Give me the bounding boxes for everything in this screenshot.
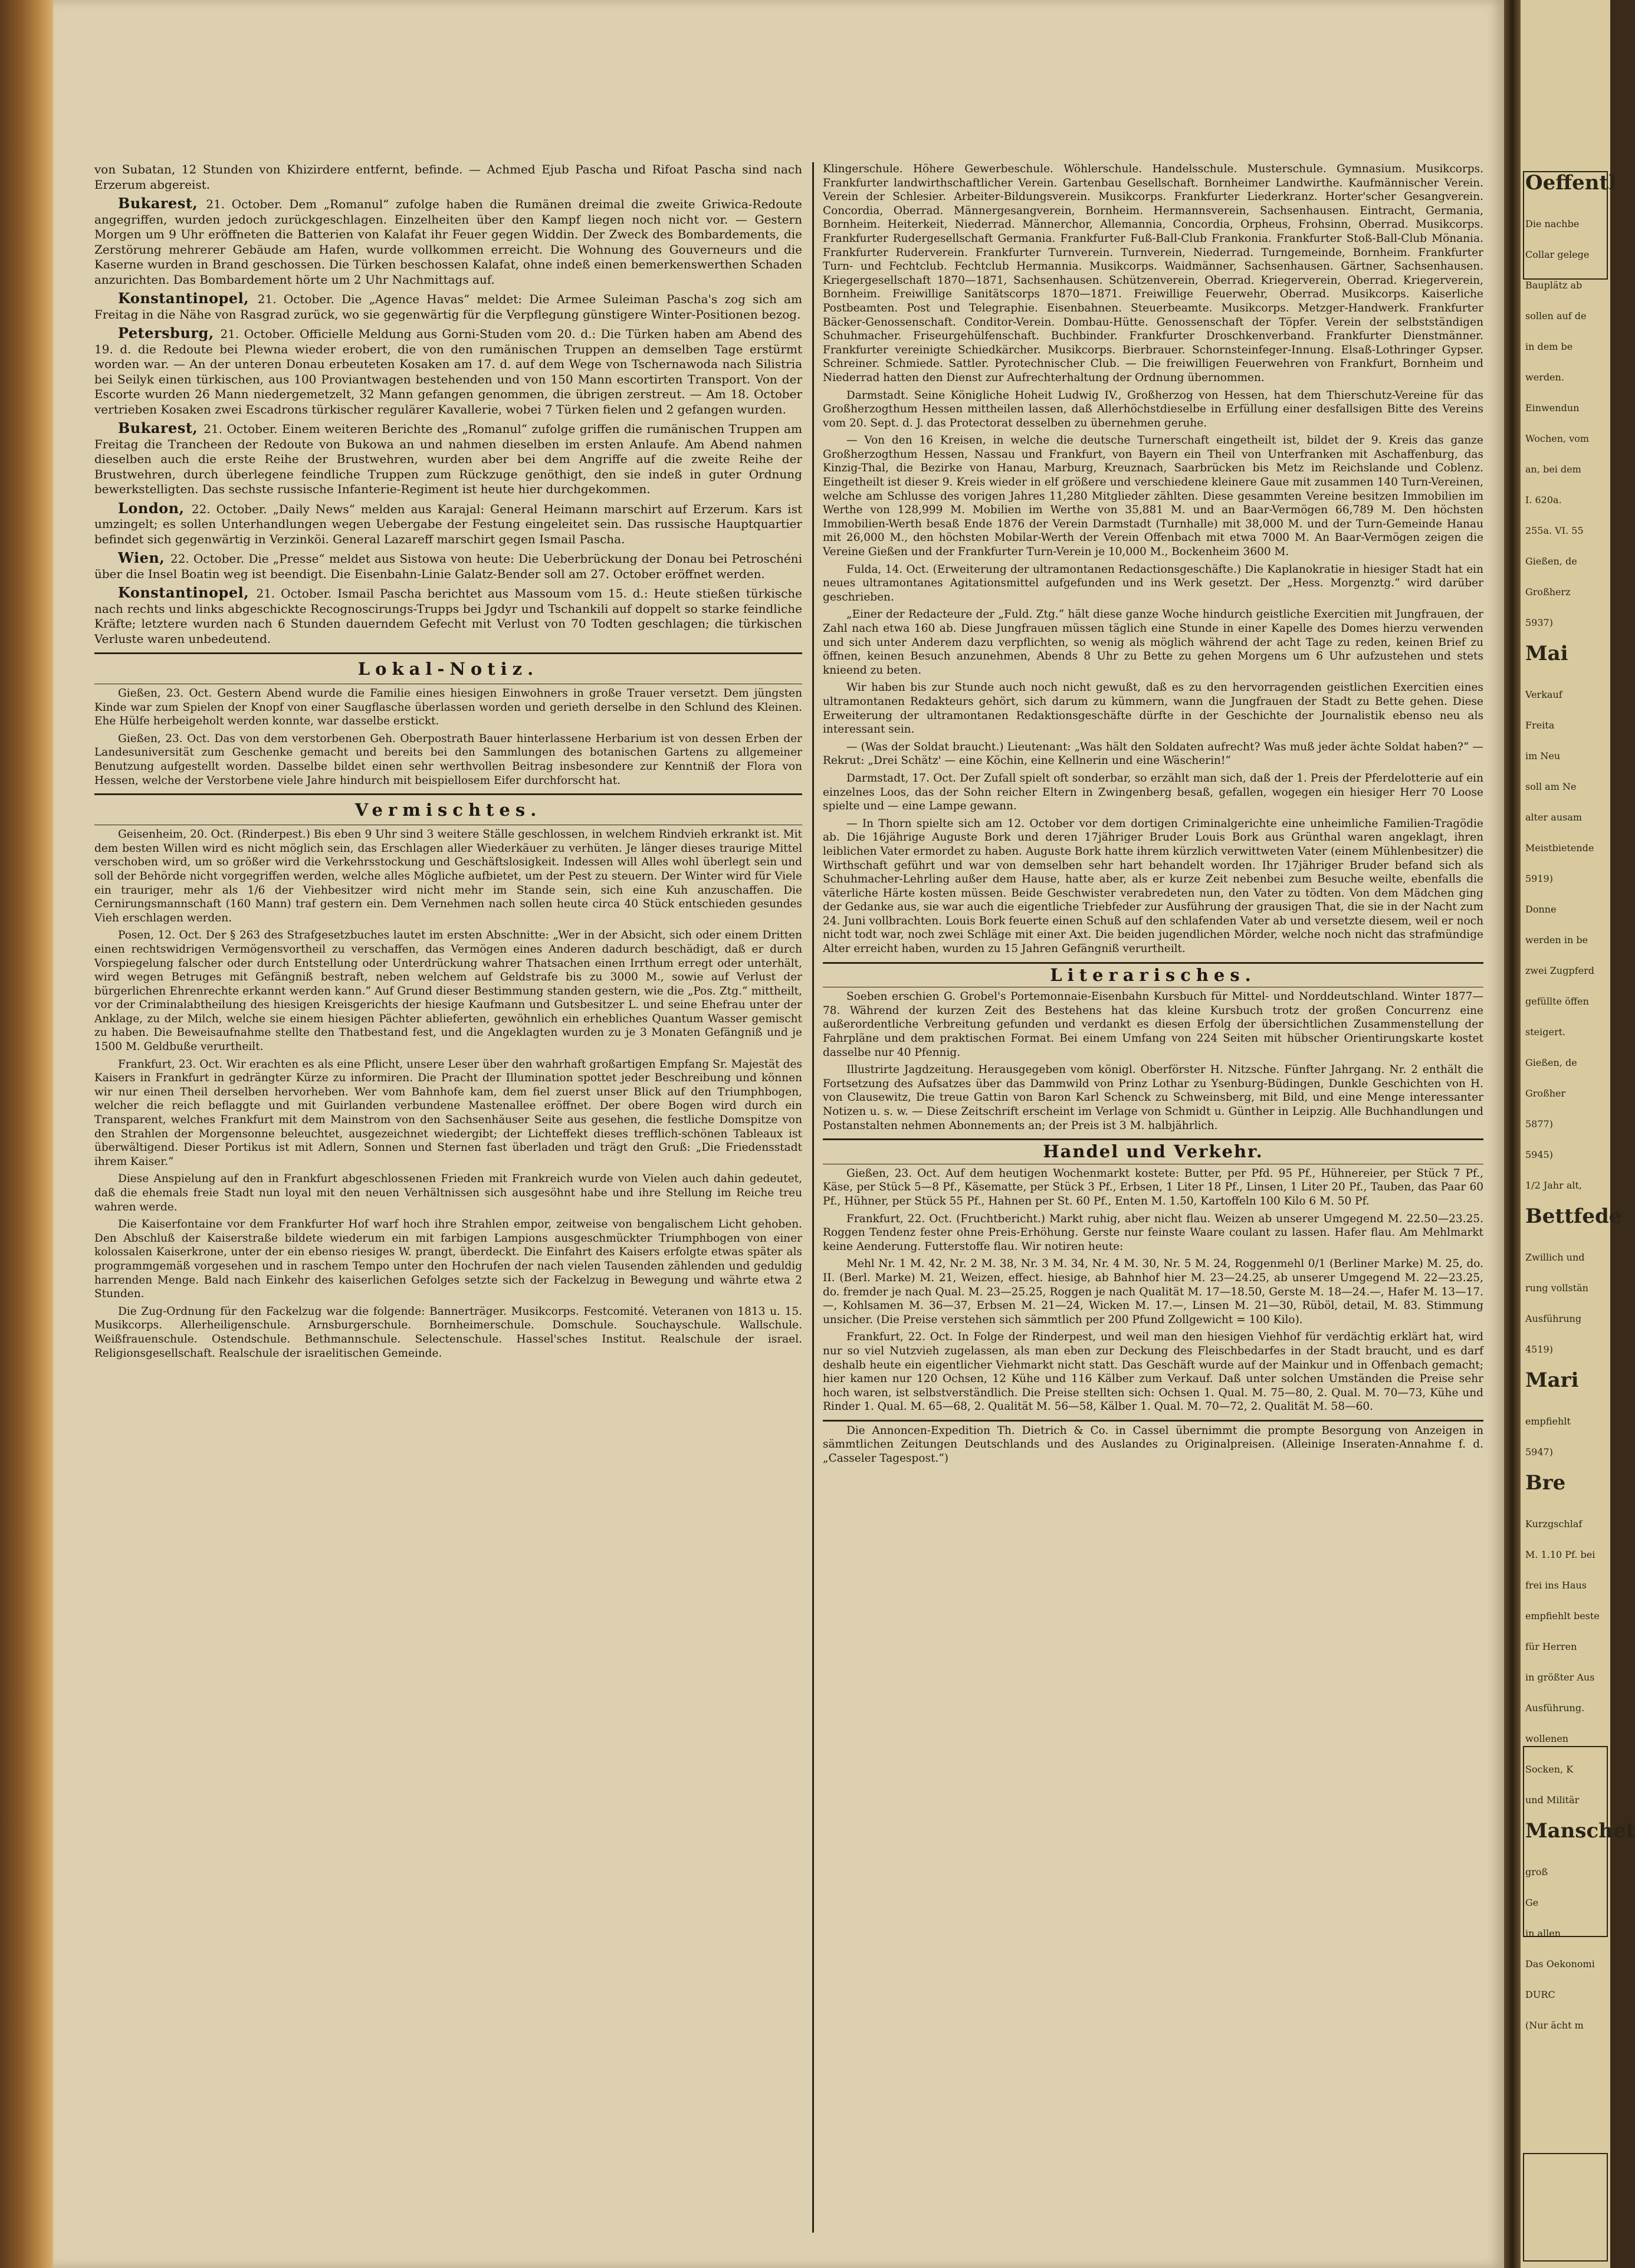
article-dateline: Konstantinopel, (118, 584, 257, 601)
fragment-text: steigert. (1525, 1026, 1566, 1038)
column-divider (812, 162, 814, 2233)
book-binding-edge (0, 0, 53, 2268)
fragment-text: Wochen, vom (1525, 433, 1590, 444)
fragment-text: in allen (1525, 1928, 1561, 1939)
market-report: Mehl Nr. 1 M. 42, Nr. 2 M. 38, Nr. 3 M. 34, Nr. 4 M. 30, Nr. 5 M. 24, Roggenmehl 0/1 (Berliner Marke) M. 25, do. II. (Berl. Marke) M. 21, Weizen, effect. hiesige, ab Bahnhof hier M. 23—24.25, ab unserer Umgegend M. 22—23.25, do. fremder je nach Qual. M. 23—25.25, Roggen je nach Qualität M. 17—18.50, Gerste M. 18—24.—, Hafer M. 13—17.—, Kohlsamen M. 36—37, Erbsen M. 21—24, Wicken M. 17.—, Linsen M. 21—30, Rüböl, detail, M. 83. Stimmung unsicher. (Die Preise verstehen sich sämmtlich per 200 Pfund Zollgewicht = 100 Kilo). (823, 1258, 1483, 1326)
article-dateline: London, (118, 499, 192, 517)
news-paragraph: Wir haben bis zur Stunde auch noch nicht gewußt, daß es zu den hervorragenden geistlichen Exercitien eines ultramontanen Redakteurs gehört, sich darum zu kümmern, wann die Jungfrauen der Stadt zu Bette gehen. Diese Erweiterung der ultramontanen Redaktionsgeschäfte dürfte in der Geschichte der Journalistik ebenso neu als interessant sein. (823, 681, 1483, 736)
article-dateline: Konstantinopel, (118, 290, 258, 307)
fragment-text: Ausführung (1525, 1313, 1582, 1324)
fragment-text: Socken, K (1525, 1764, 1574, 1775)
news-article (94, 291, 802, 322)
fragment-text: an, bei dem (1525, 464, 1581, 475)
fragment-text: Donne (1525, 904, 1557, 915)
section-rule (823, 1138, 1483, 1140)
fragment-text: in größter Aus (1525, 1672, 1595, 1683)
fragment-text: Mai (1525, 642, 1568, 665)
fragment-text: Verkauf (1525, 689, 1562, 700)
market-report: Frankfurt, 22. Oct. In Folge der Rinderpest, und weil man den hiesigen Viehhof für verdächtig erklärt hat, wird nur so viel Nutzvieh zugelassen, als man eben zur Deckung des Fleischbedarfes in der Stadt braucht, und es darf deshalb heute ein eigentlicher Viehmarkt nicht statt. Das Geschäft wurde auf der Mainkur und in Offenbach gemacht; hier kamen nur 120 Ochsen, 12 Kühe und 116 Kälber zum Verkauf. Daß unter solchen Umständen die Preise sehr hoch waren, ist selbstverständlich. Die Preise stellten sich: Ochsen 1. Qual. M. 75—80, 2. Qual. M. 70—73, Kühe und Rinder 1. Qual. M. 65—68, 2. Qualität M. 56—58, Kälber 1. Qual. M. 70—72, 2. Qualität M. 58—60. (823, 1331, 1483, 1413)
section-rule (823, 1420, 1483, 1422)
market-report: Frankfurt, 22. Oct. (Fruchtbericht.) Markt ruhig, aber nicht flau. Weizen ab unserer Umgegend M. 22.50—23.25. Roggen Tendenz fester ohne Preis-Erhöhung. Gerste nur feinste Waare coulant zu lassen. Hafer flau. Am Mehlmarkt keine Aenderung. Futterstoffe flau. Wir notiren heute: (823, 1212, 1483, 1253)
article-text: 22. October. „Daily News“ melden aus Karajal: General Heimann marschirt auf Erzerum. Kars ist umzingelt; es sollen Unterhandlungen wegen Uebergabe der Festung eingeleitet sein. Das russische Hauptquartier befindet sich gegenwärtig in Verzinköi. General Lazareff marschirt gegen Ismail Pascha. (94, 501, 802, 546)
fragment-text: groß (1525, 1866, 1548, 1878)
news-paragraphs (823, 389, 1483, 956)
lokal-item: Gießen, 23. Oct. Gestern Abend wurde die Familie eines hiesigen Einwohners in große Trauer versetzt. Dem jüngsten Kinde war zum Spielen der Knopf von einer Saugflasche überlassen worden und gerieth derselbe in den Schlund des Kleinen. Ehe Hülfe herbeigeholt werden konnte, war dasselbe erstickt. (94, 687, 802, 728)
ad-box-border (1523, 2153, 1608, 2262)
article-text: 21. October. Officielle Meldung aus Gorni-Studen vom 20. d.: Die Türken haben am Abend des 19. d. die Redoute bei Plewna wieder erobert, die von den rumänischen Truppen an demselben Tage erstürmt worden war. — An der unteren Donau erbeuteten Kosaken am 17. d. auf dem Wege von Tschernawoda nach Silistria bei Seilyk einen türkischen, aus 100 Proviantwagen bestehenden und von 150 Mann escortirten Transport. Von der Escorte wurden 26 Mann niedergemetzelt, 32 Mann gefangen genommen, die übrigen zerstreut. — Am 18. October vertrieben Kosaken zwei Escadrons türkischer regulärer Kavallerie, wobei 7 Türken fielen und 2 gefangen wurden. (94, 327, 802, 416)
fragment-text: (Nur ächt m (1525, 2020, 1584, 2031)
literary-item: Soeben erschien G. Grobel's Portemonnaie-Eisenbahn Kursbuch für Mittel- und Norddeutschland. Winter 1877—78. Während der kurzen Zeit des Bestehens hat das kleine Kursbuch trotz der großen Concurrenz eine außerordentliche Verbreitung gefunden und verdankt es diesen Erfolg der übersichtlichen Zusammenstellung der Fahrpläne und dem praktischen Format. Bei einem Umfang von 224 Seiten mit hübscher Orientirungskarte kostet dasselbe nur 40 Pfennig. (823, 990, 1483, 1059)
section-rule (823, 962, 1483, 964)
news-article (94, 421, 802, 497)
literarisches-heading: Literarisches. (1050, 964, 1256, 985)
fragment-text: frei ins Haus (1525, 1580, 1587, 1591)
fragment-text: Freita (1525, 720, 1555, 731)
fragment-text: im Neu (1525, 750, 1561, 762)
section-rule (94, 793, 802, 795)
fragment-text: 4519) (1525, 1344, 1553, 1355)
fragment-text: Manschet (1525, 1819, 1635, 1843)
news-paragraph: Darmstadt. Seine Königliche Hoheit Ludwig IV., Großherzog von Hessen, hat dem Thierschutz-Vereine für das Großherzogthum Hessen mittheilen lassen, daß Allerhöchstdieselbe in Erfüllung einer desfallsigen Bitte des Vereins vom 20. Sept. d. J. das Protectorat desselben zu übernehmen geruhe. (823, 389, 1483, 429)
article-dateline: Wien, (118, 549, 170, 566)
fragment-text: 5937) (1525, 617, 1553, 628)
lokal-item: Gießen, 23. Oct. Das von dem verstorbenen Geh. Oberpostrath Bauer hinterlassene Herbarium ist von dessen Erben der Landesuniversität zum Geschenke gemacht und bereits bei den Sammlungen des botanischen Gartens zu allgemeiner Benutzung aufgestellt worden. Dasselbe bildet einen sehr werthvollen Beitrag insbesondere zur Kenntniß der Flora von Hessen, welche der Verstorbene viele Jahre hindurch mit beispiellosem Eifer durchforscht hat. (94, 732, 802, 787)
vermischtes-item: Die Kaiserfontaine vor dem Frankfurter Hof warf hoch ihre Strahlen empor, zeitweise von bengalischem Licht gehoben. Den Abschluß der Kaiserstraße bildete wiederum ein mit farbigen Lampions ausgeschmückter Triumphbogen von einer kolossalen Kaiserkrone, unter der ein ebenso riesiges W. prangt, überdeckt. Die Einfahrt des Kaisers erfolgte etwas später als programmgemäß vorgesehen und in raschem Tempo unter den Hochrufen der nach vielen Tausenden zählenden und geduldig harrenden Menge. Bald nach Einkehr des kaiserlichen Gefolges setzte sich der Fackelzug in Bewegung und währte etwa 2 Stunden. (94, 1218, 802, 1301)
fragment-text: und Militär (1525, 1794, 1580, 1806)
fragment-text: Kurzgschlaf (1525, 1518, 1583, 1529)
fragment-text: Einwendun (1525, 402, 1580, 413)
fragment-text: Zwillich und (1525, 1252, 1585, 1263)
fragment-text: 255a. VI. 55 (1525, 525, 1584, 536)
fragment-text: Das Oekonomi (1525, 1958, 1595, 1970)
fragment-text: Die nachbe (1525, 218, 1580, 229)
fragment-text: zwei Zugpferd (1525, 965, 1594, 976)
news-paragraph: „Einer der Redacteure der „Fuld. Ztg.“ hält diese ganze Woche hindurch geistliche Exercitien mit Jungfrauen, der Zahl nach etwa 160 ab. Diese Jungfrauen müssen täglich eine Stunde in einer Kapelle des Domes hierzu verwenden und sich unter Anderem dazu verpflichten, so wenig als möglich während der acht Tage zu reden, keinen Brief zu öffnen, keinen Besuch anzunehmen, Abends 8 Uhr zu Bette zu gehen Morgens um 6 Uhr aufzustehen und stets knieend zu beten. (823, 608, 1483, 677)
parade-order-continued: Klingerschule. Höhere Gewerbeschule. Wöhlerschule. Handelsschule. Musterschule. Gymnasium. Musikcorps. Frankfurter landwirthschaftlicher Verein. Gartenbau Gesellschaft. Bornheimer Landwirthe. Kaufmännischer Verein. Verein der Schlesier. Arbeiter-Bildungsverein. Musikcorps. Frankfurter Liederkranz. Horter'scher Gesangverein. Concordia, Oberrad. Männergesangverein, Bornheim. Hermannsverein, Sachsenhausen. Eintracht, Germania, Bornheim. Heiterkeit, Niederrad. Männerchor, Allemannia, Concordia, Orpheus, Frohsinn, Oberrad. Musikcorps. Frankfurter Rudergesellschaft Germania. Frankfurter Fuß-Ball-Club Frankonia. Frankfurter Stoß-Ball-Club Mönania. Frankfurter Ruderverein. Frankfurter Turnverein. Turnverein, Niederrad. Turngemeinde, Bornheim. Frankfurter Turn- und Fechtclub. Fechtclub Hermannia. Musikcorps. Waidmänner, Sachsenhausen. Gärtner, Sachsenhausen. Kriegergesellschaft 1870—1871, Sachsenhausen. Schützenverein, Oberrad. Kriegerverein, Oberrad. Kriegerverein, Bornheim. Freiwillige Sanitätscorps 1870—1871. Freiwillige Feuerwehr, Oberrad. Musikcorps. Kaiserliche Postbeamten. Post und Telegraphie. Eisenbahnen. Steuerbeamte. Musikcorps. Metzger-Handwerk. Frankfurter Bäcker-Genossenschaft. Conditor-Verein. Dombau-Hütte. Genossenschaft der Töpfer. Verein der selbstständigen Schuhmacher. Friseurgehülfenschaft. Buchbinder. Frankfurter Droschkenverband. Frankfurter Dienstmänner. Frankfurter vereinigte Schiedkärcher. Musikcorps. Bierbrauer. Schornsteinfeger-Innung. Elsaß-Lothringer Gypser. Schreiner. Schmiede. Sattler. Pyrotechnischer Club. — Die freiwilligen Feuerwehren von Frankfurt, Bornheim und Niederrad hatten den Dienst zur Aufrechterhaltung der Ordnung übernommen. (823, 163, 1483, 384)
fragment-text: werden in be (1525, 934, 1588, 946)
vermischtes-section (94, 828, 802, 1360)
fragment-text: 5877) (1525, 1118, 1553, 1130)
fragment-text: 5919) (1525, 873, 1553, 884)
fragment-text: für Herren (1525, 1641, 1577, 1652)
news-paragraph: — Von den 16 Kreisen, in welche die deutsche Turnerschaft eingetheilt ist, bildet der 9. Kreis das ganze Großherzogthum Hessen, Nassau und Frankfurt, von Bayern ein Theil von Unterfranken mit Aschaffenburg, das Kinzig-Thal, die Bezirke von Hanau, Marburg, Kreuznach, Saarbrücken bis Metz im Reichslande und Coblenz. Eingetheilt ist dieser 9. Kreis wieder in elf größere und verschiedene kleinere Gaue mit zusammen 140 Turn-Vereinen, welche am Schlusse des vorigen Jahres 11,280 Mitglieder zählten. Diese gesammten Vereine besitzen Immobilien im Werthe von 128,999 M. Mobilien im Werthe von 35,881 M. und an Baar-Vermögen 66,789 M. Den höchsten Immobilien-Werth besaß Ende 1876 der Verein Darmstadt (Turnhalle) mit 38,000 M. und der Turn-Gemeinde Hanau mit 26,000 M., den höchsten Mobilar-Werth der Verein Offenbach mit etwa 7000 M. An Baar-Vermögen zeigen die Vereine Gießen und der Frankfurter Turn-Verein je 10,000 M., Bockenheim 3600 M. (823, 434, 1483, 559)
fragment-text: soll am Ne (1525, 781, 1577, 792)
news-paragraph: Fulda, 14. Oct. (Erweiterung der ultramontanen Redactionsgeschäfte.) Die Kaplanokratie in hiesiger Stadt hat ein neues ultramontanes Agitationsmittel aufgefunden und ins Werk gesetzt. Der „Hess. Morgenztg.“ wird darüber geschrieben. (823, 563, 1483, 603)
fragment-text: werden. (1525, 372, 1564, 383)
fragment-text: Meistbietende (1525, 842, 1594, 854)
fragment-text: Gießen, de (1525, 556, 1577, 567)
fragment-text: Ausführung. (1525, 1702, 1585, 1714)
article-text: 21. October. Ismail Pascha berichtet aus Massoum vom 15. d.: Heute stießen türkische nach rechts und links abgeschickte Recognoscirungs-Trupps bei Jgdyr und Tschankili auf doppelt so starke feindliche Kräfte; letztere wurden nach 6 Stunden dauerndem Gefecht mit Verlust von 70 Todten geschlagen; die türkischen Verluste waren unbedeutend. (94, 586, 802, 646)
vermischtes-heading: Vermischtes. (354, 800, 542, 820)
lokal-notiz-heading: Lokal-Notiz. (357, 659, 539, 679)
fragment-text: empfiehlt beste (1525, 1610, 1600, 1622)
fragment-text: Großherz (1525, 586, 1571, 598)
fragment-text: Collar gelege (1525, 249, 1590, 260)
telegram-articles (94, 196, 802, 646)
fragment-text: wollenen (1525, 1733, 1569, 1744)
article-dateline: Bukarest, (118, 195, 206, 212)
news-article (94, 196, 802, 287)
article-dateline: Bukarest, (118, 419, 204, 436)
news-paragraph: Darmstadt, 17. Oct. Der Zufall spielt oft sonderbar, so erzählt man sich, daß der 1. Preis der Pferdelotterie auf ein einzelnes Loos, das der Sohn reicher Eltern in Zwingenberg besaß, gefallen, wogegen ein hiesiger Herr 70 Loose spielte und — eine Lampe gewann. (823, 772, 1483, 813)
fragment-text: M. 1.10 Pf. bei (1525, 1549, 1595, 1560)
lokal-notiz-section (94, 687, 802, 787)
news-article (94, 501, 802, 547)
fragment-text: alter ausam (1525, 812, 1583, 823)
news-article (94, 326, 802, 417)
fragment-text: 5945) (1525, 1149, 1553, 1160)
fragment-text: Bettfede (1525, 1204, 1622, 1228)
fragment-text: Oeffentl (1525, 171, 1617, 195)
fragment-text: Bre (1525, 1471, 1566, 1495)
fragment-text: DURC (1525, 1989, 1555, 2000)
adjacent-page-fragment (1521, 0, 1635, 2268)
vermischtes-item: Diese Anspielung auf den in Frankfurt abgeschlossenen Frieden mit Frankreich wurde von Vielen auch dahin gedeutet, daß die ehemals freie Stadt nun loyal mit den neuen Verhältnissen sich ausgesöhnt habe und ihre Stellung im Reiche treu wahren werde. (94, 1173, 802, 1213)
handel-heading: Handel und Verkehr. (1043, 1141, 1263, 1162)
fragment-text: Ge (1525, 1897, 1539, 1908)
fragment-text: 1/2 Jahr alt, (1525, 1180, 1582, 1191)
fragment-text: Gießen, de (1525, 1057, 1577, 1068)
right-column (823, 162, 1483, 2239)
news-paragraph: — (Was der Soldat braucht.) Lieutenant: „Was hält den Soldaten aufrecht? Was muß jeder ächte Soldat haben?“ — Rekrut: „Drei Schätz' — eine Köchin, eine Kellnerin und eine Wäscherin!“ (823, 740, 1483, 767)
section-rule (94, 652, 802, 654)
market-report: Gießen, 23. Oct. Auf dem heutigen Wochenmarkt kostete: Butter, per Pfd. 95 Pf., Hühnereier, per Stück 7 Pf., Käse, per Stück 5—8 Pf., Käsematte, per Stück 3 Pf., Erbsen, 1 Liter 18 Pf., Linsen, 1 Liter 20 Pf., Tauben, das Paar 60 Pf., Hühner, per Stück 55 Pf., Hahnen per St. 60 Pf., Enten M. 1.50, Kartoffeln 100 Kilo 6 M. 50 Pf. (823, 1167, 1483, 1207)
left-column (94, 162, 802, 2239)
fragment-text: in dem be (1525, 341, 1573, 352)
handel-section (823, 1167, 1483, 1414)
book-gutter (1504, 0, 1521, 2268)
article-text: 21. October. Dem „Romanul“ zufolge haben die Rumänen dreimal die zweite Griwica-Redoute angegriffen, wurden jedoch zurückgeschlagen. Einzelheiten über den Kampf liegen noch nicht vor. — Gestern Morgen um 9 Uhr eröffneten die Batterien von Kalafat ihr Feuer gegen Widdin. Der Zweck des Bombardements, die Zerstörung mehrerer Gebäude am Hafen, wurde vollkommen erreicht. Die Wohnung des Gouverneurs und die Kaserne wurden in Brand geschossen. Die Türken beschossen Kalafat, ohne indeß einen bemerkenswerthen Schaden anzurichten. Das Bombardement hörte um 2 Uhr Nachmittags auf. (94, 197, 803, 287)
vermischtes-item: Geisenheim, 20. Oct. (Rinderpest.) Bis eben 9 Uhr sind 3 weitere Ställe geschlossen, in welchem Rindvieh erkrankt ist. Mit dem besten Willen wird es nicht möglich sein, das Erschlagen aller Wiederkäuer zu verhüten. Je länger dieses traurige Mittel verschoben wird, um so größer wird die Verkehrsstockung und Geschäftslosigkeit. Indessen will Alles wohl überlegt sein und soll der Behörde nicht vorgegriffen werden, welche alles Mögliche aufbietet, um der Pest zu steuern. Der Winter wird für Viele ein trauriger, mehr als 1/6 der Viehbesitzer wird nicht mehr im Stande sein, sich eine Kuh anzuschaffen. Die Cernirungsmannschaft (160 Mann) traf gestern ein. Dem Vernehmen nach sollen heute circa 40 Stück entschieden gesundes Vieh erschlagen werden. (94, 828, 802, 924)
fragment-text: Großher (1525, 1088, 1566, 1099)
fragment-text: Mari (1525, 1368, 1579, 1392)
article-text: 22. October. Die „Presse“ meldet aus Sistowa von heute: Die Ueberbrückung der Donau bei Petroschéni über die Insel Boatin weg ist beendigt. Die Eisenbahn-Linie Galatz-Bender soll am 27. October eröffnet werden. (94, 552, 803, 581)
fragment-text: I. 620a. (1525, 494, 1562, 506)
vermischtes-item: Posen, 12. Oct. Der § 263 des Strafgesetzbuches lautet im ersten Abschnitte: „Wer in der Absicht, sich oder einem Dritten einen rechtswidrigen Vermögensvortheil zu verschaffen, das Vermögen eines Anderen dadurch beschädigt, daß er durch Vorspiegelung falscher oder durch Entstellung oder Unterdrückung wahrer Thatsachen einen Irrthum erregt oder unterhält, wird wegen Betruges mit Gefängniß bestraft, neben welchem auf Geldstrafe bis zu 3000 M., sowie auf Verlust der bürgerlichen Ehrenrechte erkannt werden kann.“ Auf Grund dieser Bestimmung standen gestern, wie die „Pos. Ztg.“ mittheilt, vor der Criminalabtheilung des hiesigen Kreisgerichts der hiesige Kaufmann und Gutsbesitzer L. und seine Ehefrau unter der Anklage, zu der Milch, welche sie einem hiesigen Pächter ablieferten, gewöhnlich ein erhebliches Quantum Wasser gemischt zu haben. Die Beweisaufnahme stellte den Thatbestand fest, und die Angeklagten wurden zu je 3 Monaten Gefängniß und je 1500 M. Geldbuße verurtheilt. (94, 929, 802, 1053)
news-paragraph: — In Thorn spielte sich am 12. October vor dem dortigen Criminalgerichte eine unheimliche Familien-Tragödie ab. Die 16jährige Auguste Bork und deren 17jähriger Bruder Louis Bork aus Grünthal waren angeklagt, ihren leiblichen Vater ermordet zu haben. Auguste Bork hatte ihrem kürzlich verwittweten Vater (einem Mühlenbesitzer) die Wirthschaft geführt und war von demselben sehr hart behandelt worden. Ihr 17jähriger Bruder befand sich als Schuhmacher-Lehrling außer dem Hause, hatte aber, als er kurze Zeit nebenbei zum Besuche weilte, ebenfalls die väterliche Härte kosten müssen. Beide Geschwister verabredeten nun, den Vater zu tödten. Von dem Mädchen ging der Gedanke aus, sie war auch die eigentliche Triebfeder zur Ausführung der grausigen That, die sie in der Nacht zum 24. Juni vollbrachten. Louis Bork feuerte einen Schuß auf den schlafenden Vater ab und versetzte diesem, weil er noch nicht todt war, noch zwei Schläge mit einer Axt. Die beiden jugendlichen Mörder, welche noch nicht das strafmündige Alter erreicht haben, wurden zu 15 Jahren Gefängniß verurtheilt. (823, 817, 1483, 956)
intro-paragraph: von Subatan, 12 Stunden von Khizirdere entfernt, befinde. — Achmed Ejub Pascha und Rifoat Pascha sind nach Erzerum abgereist. (94, 162, 802, 192)
fragment-text: Bauplätz ab (1525, 280, 1583, 291)
vermischtes-item: Frankfurt, 23. Oct. Wir erachten es als eine Pflicht, unsere Leser über den wahrhaft großartigen Empfang Sr. Majestät des Kaisers in Frankfurt in gedrängter Kürze zu informiren. Die Pracht der Illumination spottet jeder Beschreibung und können wir nur einen Theil derselben hervorheben. Wer vom Bahnhofe kam, dem fiel zuerst unser Blick auf den Triumphbogen, welcher die reich beflaggte und mit Guirlanden verbundene Mastenallee eröffnet. Der obere Bogen wird durch ein Transparent, welches Frankfurt mit dem Mainstrom von den Sachsenhäuser Seite aus gesehen, die festliche Domspitze von den Strahlen der Morgensonne beleuchtet, ausgezeichnet wiedergibt; der Lichteffekt dieses trefflich-schönen Tableaux ist überwältigend. Dieser Portikus ist mit Adlern, Sonnen und Sternen fast überladen und trägt den Gruß: „Die Friedensstadt ihrem Kaiser.“ (94, 1058, 802, 1168)
article-text: 21. October. Einem weiteren Berichte des „Romanul“ zufolge griffen die rumänischen Truppen am Freitag die Trancheen der Redoute von Bukowa an und nahmen dieselben im ersten Anlaufe. Am Abend nahmen dieselben auch die erste Reihe der Brustwehren, wurden aber bei dem Angriffe auf die zweite Reihe der Brustwehren, durch überlegene feindliche Truppen zum Rückzuge genöthigt, den sie indeß in guter Ordnung bewerkstelligten. Das sechste russische Infanterie-Regiment ist heute hier durchgekommen. (94, 422, 803, 496)
news-article (94, 585, 802, 646)
advertising-agency-notice: Die Annoncen-Expedition Th. Dietrich & Co. in Cassel übernimmt die prompte Besorgung von Anzeigen in sämmtlichen Zeitungen Deutschlands und des Auslandes zu Originalpreisen. (Alleinige Inseraten-Annahme f. d. „Casseler Tagespost.“) (823, 1424, 1483, 1465)
fragment-text: gefüllte öffen (1525, 996, 1589, 1007)
fragment-text: sollen auf de (1525, 310, 1587, 321)
literary-item: Illustrirte Jagdzeitung. Herausgegeben vom königl. Oberförster H. Nitzsche. Fünfter Jahrgang. Nr. 2 enthält die Fortsetzung des Aufsatzes über das Dammwild von Prinz Lothar zu Ysenburg-Büdingen, Dunkle Geschichten von H. von Clausewitz, Die treue Gattin von Baron Karl Schenck zu Schweinsberg, mit Bild, und eine Menge interessanter Notizen u. s. w. — Diese Zeitschrift erscheint im Verlage von Schmidt u. Günther in Leipzig. Alle Buchhandlungen und Postanstalten nehmen Abonnements an; der Preis ist 3 M. halbjährlich. (823, 1064, 1483, 1132)
news-article (94, 550, 802, 582)
vermischtes-item: Die Zug-Ordnung für den Fackelzug war die folgende: Bannerträger. Musikcorps. Festcomité. Veteranen von 1813 u. 15. Musikcorps. Allerheiligenschule. Arnsburgerschule. Bornheimerschule. Domschule. Souchayschule. Wallschule. Weißfrauenschule. Ostendschule. Bethmannschule. Selectenschule. Hassel'sches Institut. Realschule der israel. Religionsgesellschaft. Realschule der israelitischen Gemeinde. (94, 1305, 802, 1360)
fragment-text: 5947) (1525, 1446, 1553, 1458)
article-text: 21. October. Die „Agence Havas“ meldet: Die Armee Suleiman Pascha's zog sich am Freitag in die Nähe von Rasgrad zurück, wo sie gegenwärtig für die Verpflegung günstigere Winter-Positionen bezog. (94, 292, 802, 321)
literarisches-section (823, 990, 1483, 1133)
fragment-text: empfiehlt (1525, 1416, 1571, 1427)
article-dateline: Petersburg, (118, 324, 221, 342)
fragment-text: rung vollstän (1525, 1282, 1588, 1294)
